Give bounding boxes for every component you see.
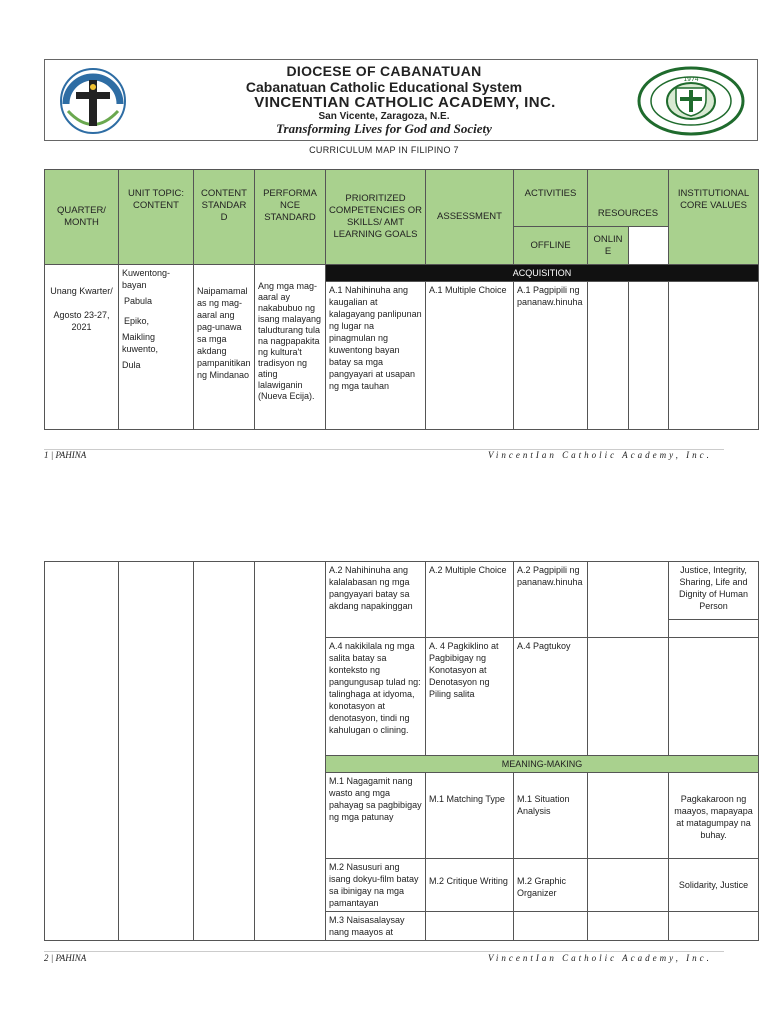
- empty-cell: [629, 227, 669, 265]
- acquisition-bar: ACQUISITION: [326, 265, 759, 282]
- footer-school-name: VincentIan Catholic Academy, Inc.: [488, 953, 712, 963]
- empty-cell: [194, 562, 255, 941]
- col-assessment: ASSESSMENT: [426, 170, 514, 265]
- resources-cell: [588, 912, 669, 941]
- assessment-cell: M.1 Matching Type: [426, 773, 514, 859]
- footer-divider: [44, 951, 724, 952]
- col-content-standard: CONTENT STANDAR D: [194, 170, 255, 265]
- school-name: VINCENTIAN CATHOLIC ACADEMY, INC.: [254, 94, 556, 111]
- page-number: 2 | PAHINA: [44, 953, 87, 963]
- core-values-cell: [669, 912, 759, 941]
- curriculum-table-page2: [44, 561, 759, 941]
- empty-cell: [255, 562, 326, 941]
- competency-cell: A.4 nakikilala ng mga salita batay sa konteksto ng pangungusap tulad ng: talinghaga at idyoma, konotasyon at denotasyon, tindi ng kahulugan o clining.: [326, 638, 426, 756]
- empty-cell: [669, 282, 759, 430]
- competency-cell: M.3 Naisasalaysay nang maayos at: [326, 912, 426, 941]
- assessment-cell: A.2 Multiple Choice: [426, 562, 514, 638]
- content-standard-cell: Naipamamalas ng mag-aaral ang pag-unawa sa mga akdang pampanitikan ng Mindanao: [194, 265, 255, 430]
- resources-cell: [588, 562, 669, 638]
- col-core-values: INSTITUTIONAL CORE VALUES: [669, 170, 759, 265]
- assessment-cell: A. 4 Pagkiklino at Pagbibigay ng Konotasyon at Denotasyon ng Piling salita: [426, 638, 514, 756]
- col-performance-standard: PERFORMA NCE STANDARD: [255, 170, 326, 265]
- empty-cell: [588, 282, 629, 430]
- school-motto: Transforming Lives for God and Society: [276, 121, 492, 136]
- col-competencies: PRIORITIZED COMPETENCIES OR SKILLS/ AMT LEARNING GOALS: [326, 170, 426, 265]
- curriculum-map-title: CURRICULUM MAP IN FILIPINO 7: [309, 145, 459, 155]
- empty-cell: [669, 620, 759, 638]
- col-activities: ACTIVITIES: [514, 170, 588, 227]
- unit-topic-cell: Kuwentong-bayan Pabula Epiko, Maikling kuwento, Dula: [119, 265, 194, 430]
- core-values-cell: Solidarity, Justice: [669, 859, 759, 912]
- quarter-cell: Unang Kwarter/ Agosto 23-27, 2021: [45, 265, 119, 430]
- core-values-cell: Pagkakaroon ng maayos, mapayapa at matagumpay na buhay.: [669, 773, 759, 859]
- activity-cell: A.2 Pagpipili ng pananaw.hinuha: [514, 562, 588, 638]
- diocese-title: DIOCESE OF CABANATUAN: [286, 63, 482, 79]
- svg-text:1974: 1974: [683, 76, 699, 83]
- competency-cell: A.1 Nahihinuha ang kaugalian at kalagayang panlipunan ng lugar na pinagmulan ng kuwentong bayan batay sa mga pangyayari at usapan ng mga tauhan: [326, 282, 426, 430]
- competency-cell: M.1 Nagagamit nang wasto ang mga pahayag sa pagbibigay ng mga patunay: [326, 773, 426, 859]
- performance-standard-cell: Ang mga mag-aaral ay nakabubuo ng isang malayang taludturang tula na nagpapakita ng kultura't tradisyon ng ating lalawiganin (Nueva Ecija).: [255, 265, 326, 430]
- col-resources: RESOURCES: [588, 170, 669, 227]
- footer-school-name: VincentIan Catholic Academy, Inc.: [488, 450, 712, 460]
- empty-cell: [629, 282, 669, 430]
- activity-cell: A.1 Pagpipili ng pananaw.hinuha: [514, 282, 588, 430]
- resources-cell: [588, 638, 669, 756]
- assessment-cell: M.2 Critique Writing: [426, 859, 514, 912]
- core-values-cell: Justice, Integrity, Sharing, Life and Dignity of Human Person: [669, 562, 759, 620]
- assessment-cell: A.1 Multiple Choice: [426, 282, 514, 430]
- activity-cell: M.1 Situation Analysis: [514, 773, 588, 859]
- core-values-cell: [669, 638, 759, 756]
- activity-cell: M.2 Graphic Organizer: [514, 859, 588, 912]
- page-number: 1 | PAHINA: [44, 450, 87, 460]
- activity-cell: A.4 Pagtukoy: [514, 638, 588, 756]
- assessment-cell: [426, 912, 514, 941]
- col-offline: OFFLINE: [514, 227, 588, 265]
- curriculum-table-page1: [44, 169, 759, 430]
- activity-cell: [514, 912, 588, 941]
- resources-cell: [588, 773, 669, 859]
- system-title: Cabanatuan Catholic Educational System: [245, 79, 523, 95]
- col-unit-topic: UNIT TOPIC: CONTENT: [119, 170, 194, 265]
- col-online: ONLINE: [588, 227, 629, 265]
- empty-cell: [119, 562, 194, 941]
- school-address: San Vicente, Zaragoza, N.E.: [318, 111, 450, 122]
- meaning-making-bar: MEANING-MAKING: [326, 756, 759, 773]
- empty-cell: [45, 562, 119, 941]
- resources-cell: [588, 859, 669, 912]
- competency-cell: M.2 Nasusuri ang isang dokyu-film batay sa ibinigay na mga pamantayan: [326, 859, 426, 912]
- col-quarter: QUARTER/ MONTH: [45, 170, 119, 265]
- competency-cell: A.2 Nahihinuha ang kalalabasan ng mga pangyayari batay sa akdang napakinggan: [326, 562, 426, 638]
